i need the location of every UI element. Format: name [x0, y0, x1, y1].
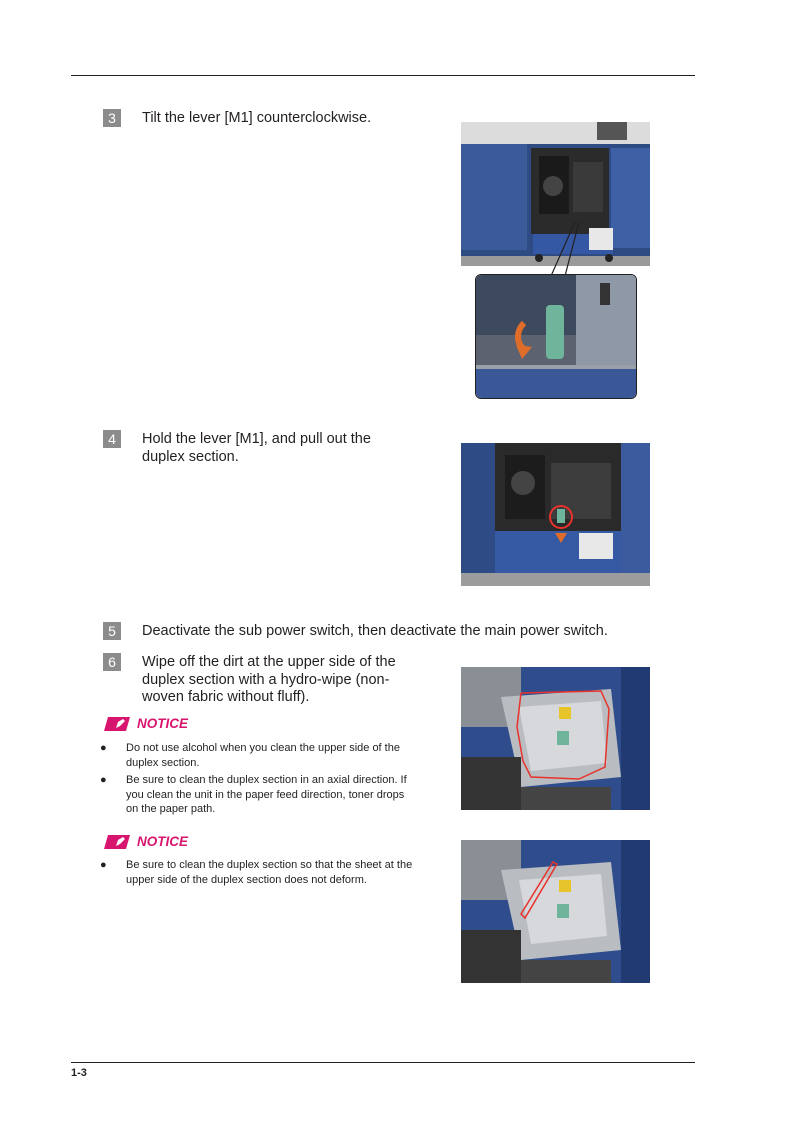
header-rule — [71, 75, 695, 76]
step-text: Hold the lever [M1], and pull out the duplex section. — [142, 431, 371, 465]
notice-header — [104, 834, 224, 850]
duplex-upper-side-photo — [461, 667, 650, 810]
notice-label: NOTICE — [137, 834, 189, 849]
bullet-dot: ● — [100, 859, 107, 871]
step-text: Wipe off the dirt at the upper side of the duplex section with a hydro-wipe (non-woven fabric without fluff). — [142, 654, 396, 705]
notice-pencil-icon — [104, 835, 130, 849]
notice-pencil-icon — [104, 717, 130, 731]
bullet-text: Be sure to clean the duplex section so that the sheet at the upper side of the duplex section does not deform. — [126, 859, 413, 886]
step-text: Tilt the lever [M1] counterclockwise. — [142, 110, 372, 126]
bullet-text: Be sure to clean the duplex section in an axial direction. If you clean the unit in the paper feed direction, toner drops on the paper path. — [126, 774, 407, 815]
notice-label: NOTICE — [137, 716, 189, 731]
page-number: 1-3 — [71, 1067, 87, 1079]
bullet-text: Do not use alcohol when you clean the upper side of the duplex section. — [126, 742, 400, 769]
callout-connector — [535, 222, 595, 278]
step-text: Deactivate the sub power switch, then deactivate the main power switch. — [142, 623, 608, 639]
bullet-dot: ● — [100, 774, 107, 786]
lever-closeup-photo — [475, 274, 637, 399]
bullet-dot: ● — [100, 742, 107, 754]
duplex-pullout-photo — [461, 443, 650, 586]
duplex-sheet-photo — [461, 840, 650, 983]
step-number: 3 — [103, 109, 121, 127]
step-number: 6 — [103, 653, 121, 671]
step-number: 5 — [103, 622, 121, 640]
footer-rule — [71, 1062, 695, 1063]
step-number: 4 — [103, 430, 121, 448]
notice-header — [104, 716, 224, 732]
